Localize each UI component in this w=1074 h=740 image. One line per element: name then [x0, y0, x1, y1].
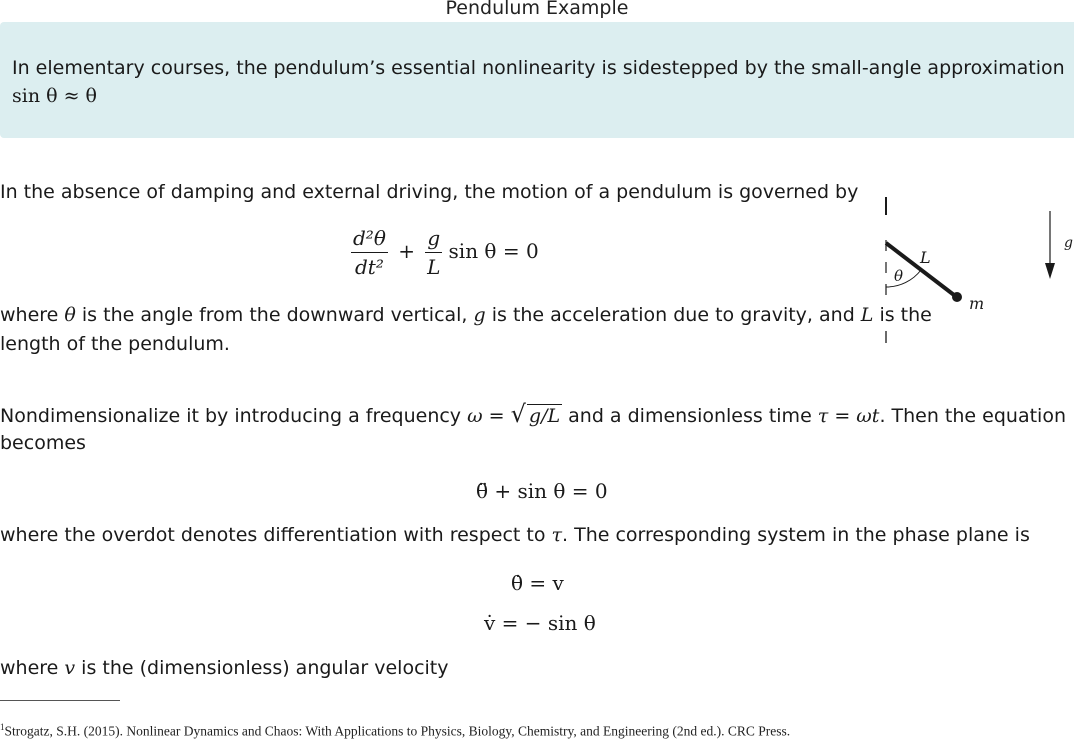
pendulum-equation — [351, 226, 539, 279]
text-then: . Then the equation — [879, 405, 1066, 427]
angle-arc — [886, 270, 921, 287]
sqrt-sign: √ — [510, 400, 526, 428]
label-theta: θ — [894, 267, 904, 285]
text-overdot: where the overdot denotes differentiation with respect to — [0, 524, 552, 546]
text-is-the: is the — [873, 304, 932, 326]
math-g: g — [473, 304, 486, 326]
system-equation-1: θ̇ = v — [511, 571, 564, 595]
fraction-numerator: d²θ — [351, 226, 388, 253]
text-gravity-desc: is the acceleration due to gravity, and — [485, 304, 861, 326]
nondim-line-2: becomes — [0, 432, 86, 454]
math-tau: τ — [551, 524, 563, 546]
callout-text: In elementary courses, the pendulum’s essential nonlinearity is sidestepped by the small-angle approximation — [12, 57, 1065, 79]
text-angle-desc: is the angle from the downward vertical, — [75, 304, 474, 326]
text-dimless-time: and a dimensionless time — [562, 405, 818, 427]
text-where: where — [0, 304, 65, 326]
pendulum-diagram — [862, 183, 1074, 348]
footnote-mark: 1 — [0, 722, 5, 732]
footnote-text: Strogatz, S.H. (2015). Nonlinear Dynamics and Chaos: With Applications to Physics, Biology, Chemistry, and Engineering (2nd ed.). CRC Press. — [4, 723, 791, 739]
sqrt-argument: g/L — [528, 405, 561, 427]
label-m: m — [969, 294, 985, 313]
math-omega-eq: ω = — [467, 405, 511, 427]
page-title: Pendulum Example — [445, 0, 629, 19]
math-tau-eq: τ = ωt — [817, 405, 880, 427]
g-numerator: g — [425, 226, 442, 253]
overdot-line — [0, 524, 1030, 546]
footnote-rule — [0, 700, 120, 701]
pendulum-bob — [952, 292, 962, 302]
label-L: L — [920, 248, 931, 267]
callout-math: sin θ ≈ θ — [12, 85, 97, 107]
equation-rest: sin θ = 0 — [448, 239, 539, 263]
g-over-L-fraction — [425, 226, 442, 279]
gravity-arrowhead-icon — [1045, 263, 1055, 279]
text-phase-plane: . The corresponding system in the phase plane is — [562, 524, 1030, 546]
second-derivative-fraction — [351, 226, 388, 279]
callout-box — [0, 22, 1074, 138]
velocity-line — [0, 657, 449, 679]
text-nondim: Nondimensionalize it by introducing a frequency — [0, 405, 468, 427]
footnote — [0, 722, 790, 740]
system-equation-2: v̇ = − sin θ — [484, 611, 596, 635]
text-where-v: where — [0, 657, 65, 679]
L-denominator: L — [427, 255, 441, 279]
where-line-1 — [0, 304, 932, 326]
fraction-denominator: dt² — [355, 255, 384, 279]
text-angular-velocity: is the (dimensionless) angular velocity — [75, 657, 449, 679]
label-g: g — [1064, 235, 1073, 251]
where-line-2: length of the pendulum. — [0, 333, 230, 355]
math-theta: θ — [64, 304, 76, 326]
math-v: v — [64, 657, 76, 679]
intro-paragraph: In the absence of damping and external driving, the motion of a pendulum is governed by — [0, 181, 859, 203]
math-L: L — [860, 304, 874, 326]
dimensionless-equation: θ̈ + sin θ = 0 — [476, 479, 608, 503]
nondim-line-1 — [0, 400, 1066, 428]
plus-sign: + — [398, 239, 415, 263]
